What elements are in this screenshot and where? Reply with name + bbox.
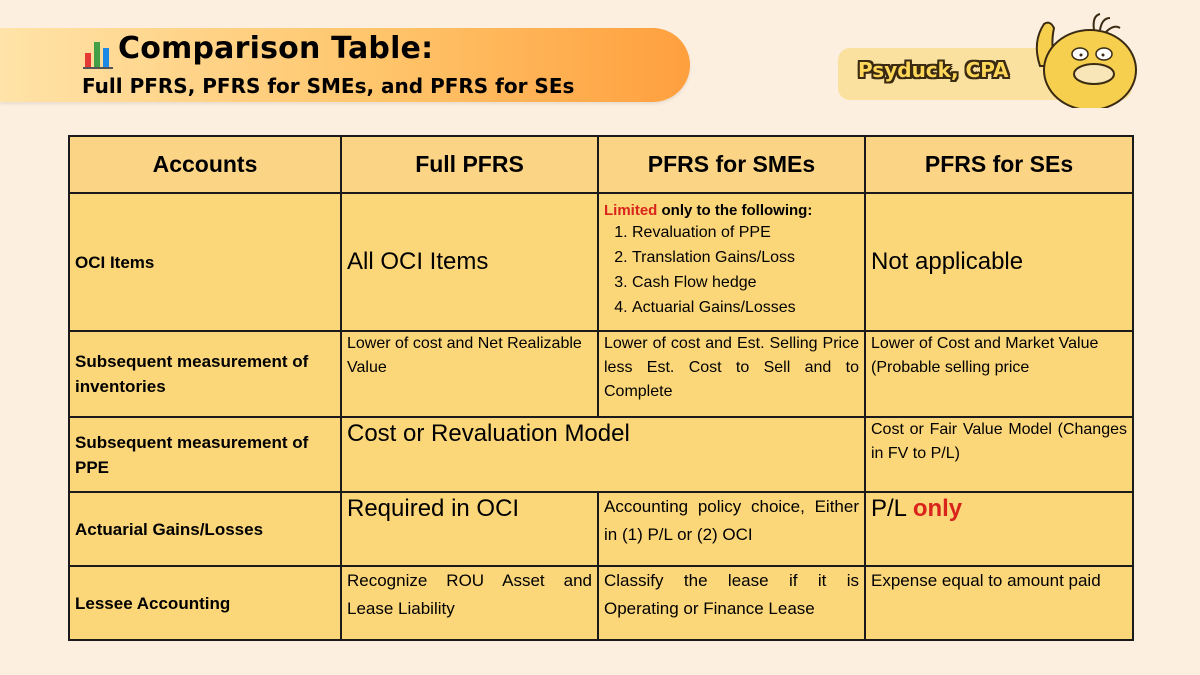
- list-item: 2. Translation Gains/Loss: [632, 245, 859, 270]
- cell-actuarial-se: [865, 492, 1133, 566]
- table-row-oci: [69, 193, 1133, 331]
- limited-intro: only to the following:: [657, 202, 813, 219]
- bar-chart-icon: [82, 36, 116, 70]
- table-row-inventories: [69, 331, 1133, 417]
- list-item: 4. Actuarial Gains/Losses: [632, 295, 859, 320]
- cell-ppe-se: Cost or Fair Value Model (Changes in FV to P/L): [865, 417, 1133, 492]
- cell-inventories-sme: Lower of cost and Est. Selling Price less Est. Cost to Sell and to Complete: [598, 331, 865, 417]
- row-label-lessee: Lessee Accounting: [69, 566, 341, 640]
- header-row: [69, 136, 1133, 193]
- header-full-pfrs: Full PFRS: [341, 136, 598, 193]
- page-subtitle: Full PFRS, PFRS for SMEs, and PFRS for SEs: [82, 74, 575, 98]
- cell-lessee-se: Expense equal to amount paid: [865, 566, 1133, 640]
- table-row-ppe: [69, 417, 1133, 492]
- table-row-lessee: [69, 566, 1133, 640]
- row-label-ppe: Subsequent measurement of PPE: [69, 417, 341, 492]
- psyduck-mascot-icon: [1010, 8, 1140, 108]
- cell-actuarial-sme: Accounting policy choice, Either in (1) P/L or (2) OCI: [598, 492, 865, 566]
- row-label-oci: OCI Items: [69, 193, 341, 331]
- list-item: 3. Cash Flow hedge: [632, 270, 859, 295]
- only-emphasis: only: [912, 495, 963, 522]
- limited-emphasis: Limited: [604, 202, 658, 219]
- oci-sme-heading: [604, 202, 859, 219]
- cell-inventories-full: Lower of cost and Net Realizable Value: [341, 331, 598, 417]
- page-title: Comparison Table:: [118, 31, 434, 66]
- cell-actuarial-full: Required in OCI: [341, 492, 598, 566]
- cell-oci-se: Not applicable: [865, 193, 1133, 331]
- oci-items-list: [604, 220, 859, 320]
- cell-lessee-full: Recognize ROU Asset and Lease Liability: [341, 566, 598, 640]
- list-item: 1. Revaluation of PPE: [632, 220, 859, 245]
- brand-name: Psyduck, CPA: [858, 58, 1009, 82]
- actuarial-se-prefix: P/L: [871, 495, 913, 522]
- cell-lessee-sme: Classify the lease if it is Operating or Finance Lease: [598, 566, 865, 640]
- row-label-inventories: Subsequent measurement of inventories: [69, 331, 341, 417]
- header-pfrs-smes: PFRS for SMEs: [598, 136, 865, 193]
- cell-oci-full: All OCI Items: [341, 193, 598, 331]
- header-accounts: Accounts: [69, 136, 341, 193]
- row-label-actuarial: Actuarial Gains/Losses: [69, 492, 341, 566]
- comparison-table: [68, 135, 1134, 641]
- cell-oci-sme: [598, 193, 865, 331]
- cell-ppe-full-sme: Cost or Revaluation Model: [341, 417, 865, 492]
- table-row-actuarial: [69, 492, 1133, 566]
- cell-inventories-se: Lower of Cost and Market Value (Probable selling price: [865, 331, 1133, 417]
- header-pfrs-ses: PFRS for SEs: [865, 136, 1133, 193]
